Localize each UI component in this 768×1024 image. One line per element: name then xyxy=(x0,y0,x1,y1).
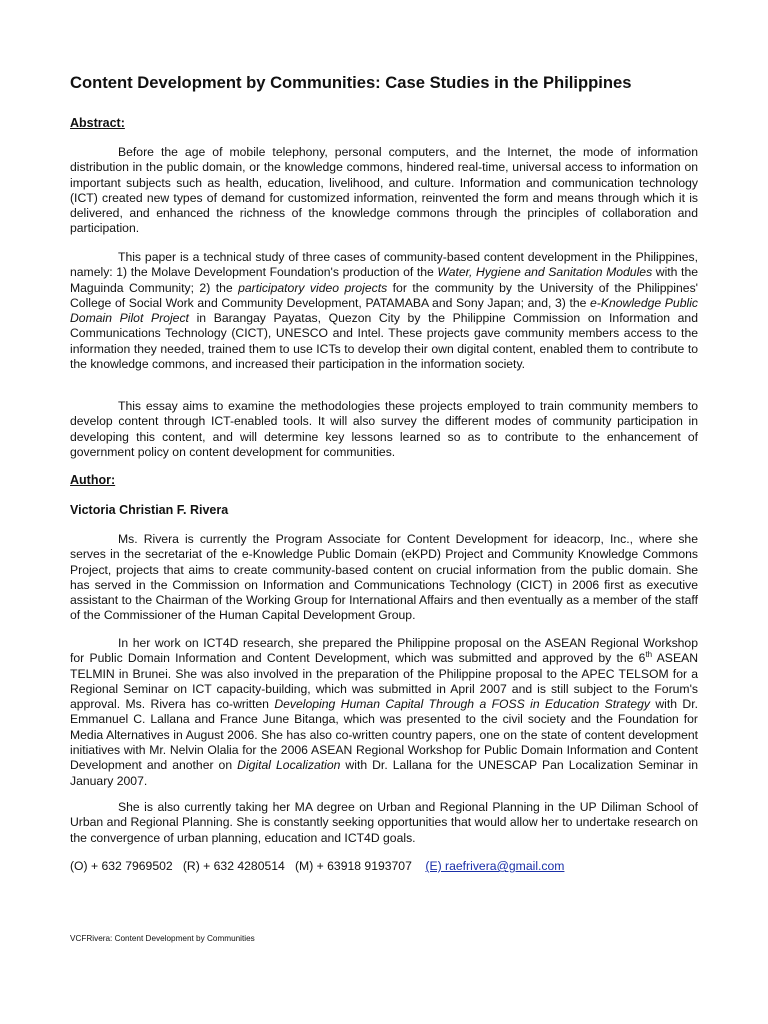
abstract-paragraph-3: This essay aims to examine the methodologies these projects employed to train community members to develop content through ICT-enabled tools. It will also survey the different modes of community participation in developing this content, and will determine key lessons learned so as to contribute to the enhancement of government policy on content development for communities. xyxy=(70,399,698,459)
abstract-paragraph-1: Before the age of mobile telephony, personal computers, and the Internet, the mode of information distribution in the public domain, or the knowledge commons, hindered real-time, universal access to information on important subjects such as health, education, livelihood, and culture. Information and communication technology (ICT) created new types of demand for customized information, reinvented the form and means through which it is delivered, and enhanced the richness of the knowledge commons through the principles of collaboration and participation. xyxy=(70,145,698,236)
residence-phone: (R) + 632 4280514 xyxy=(182,859,285,873)
page-title: Content Development by Communities: Case Studies in the Philippines xyxy=(70,73,632,92)
office-phone: (O) + 632 7969502 xyxy=(70,859,173,873)
author-paragraph-3: She is also currently taking her MA degree on Urban and Regional Planning in the UP Diliman School of Urban and Regional Planning. She is constantly seeking opportunities that would allow her to undertake research on the convergence of urban planning, education and ICT4D goals. xyxy=(70,800,698,845)
mobile-phone: (M) + 63918 9193707 xyxy=(294,859,412,873)
author-heading: Author: xyxy=(70,473,116,487)
abstract-heading: Abstract: xyxy=(70,116,125,130)
contact-line xyxy=(70,859,564,873)
author-paragraph-2: In her work on ICT4D research, she prepared the Philippine proposal on the ASEAN Regional Workshop for Public Domain Information and Content Development, which was submitted and approved by the 6th ASEAN TELMIN in Brunei. She was also involved in the preparation of the Philippine proposal to the APEC TELSOM for a Regional Seminar on ICT capacity-building, which was submitted in April 2007 and is still subject to the Forum's approval. Ms. Rivera has co-written Developing Human Capital Through a FOSS in Education Strategy with Dr. Emmanuel C. Lallana and France June Bitanga, which was presented to the civil society and the Foundation for Media Alternatives in August 2006. She has also co-written country papers, one on the state of content development initiatives with Mr. Nelvin Olalia for the 2006 ASEAN Regional Workshop for Public Domain Information and Content Development and another on Digital Localization with Dr. Lallana for the UNESCAP Pan Localization Seminar in January 2007. xyxy=(70,636,698,788)
author-paragraph-1: Ms. Rivera is currently the Program Associate for Content Development for ideacorp, Inc., where she serves in the secretariat of the e-Knowledge Public Domain (eKPD) Project and Community Knowledge Commons Project, projects that aims to create community-based content on crucial information from the public domain. She has served in the Commission on Information and Communications Technology (CICT) in 2006 first as executive assistant to the Chairman of the Working Group for International Affairs and then eventually as a member of the staff of the Commissioner of the Human Capital Development Group. xyxy=(70,532,698,623)
email-link[interactable]: (E) raefrivera@gmail.com xyxy=(425,859,565,873)
abstract-paragraph-2: This paper is a technical study of three cases of community-based content development in the Philippines, namely: 1) the Molave Development Foundation's production of the Water, Hygiene and Sanitation Modules with the Maguinda Community; 2) the participatory video projects for the community by the University of the Philippines' College of Social Work and Community Development, PATAMABA and Sony Japan; and, 3) the e-Knowledge Public Domain Pilot Project in Barangay Payatas, Quezon City by the Philippine Commission on Information and Communications Technology (CICT), UNESCO and Intel. These projects gave community members access to the information they needed, trained them to use ICTs to develop their own digital content, enabled them to contribute to the knowledge commons, and increased their participation in the information society. xyxy=(70,250,698,372)
page-footer: VCFRivera: Content Development by Communities xyxy=(70,934,255,943)
author-name: Victoria Christian F. Rivera xyxy=(70,503,229,517)
